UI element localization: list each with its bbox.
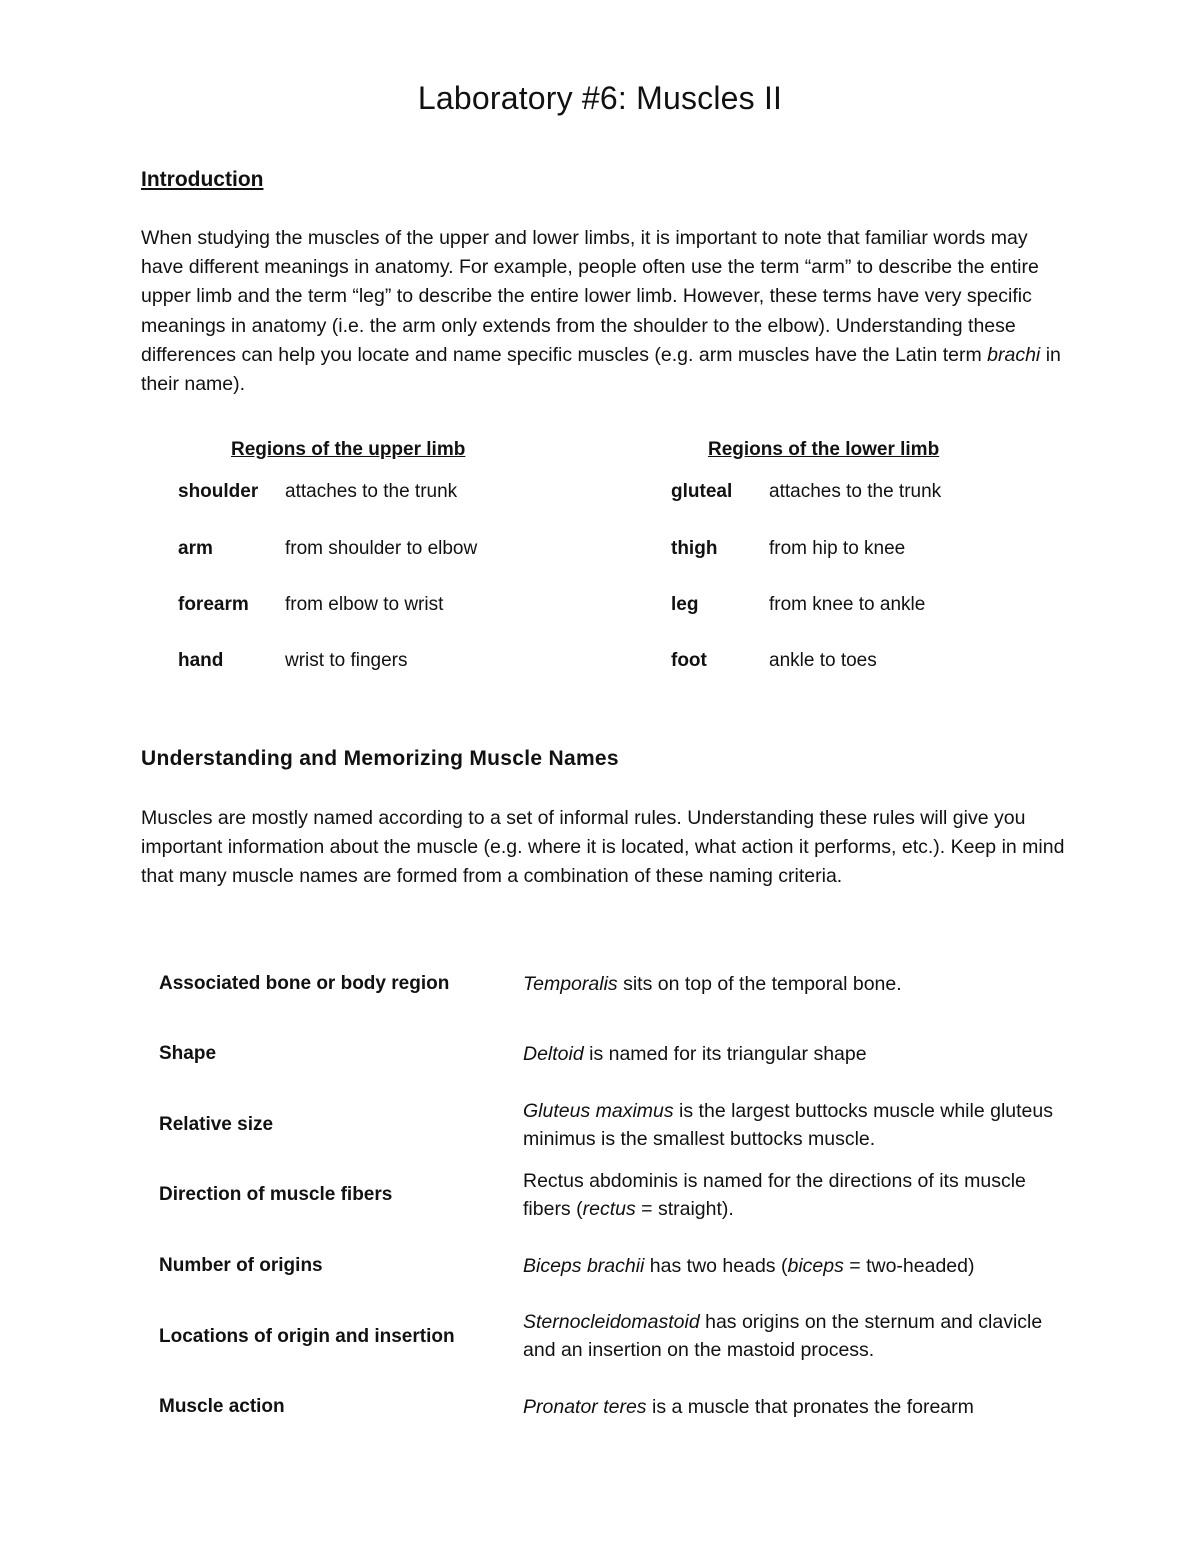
rule-example-italic: rectus bbox=[582, 1198, 636, 1220]
intro-text-1: When studying the muscles of the upper and lower limbs, it is important to note that familiar words may have different meanings in anatomy. For example, people often use the term “arm” to describe the entire upper limb and the term “leg” to describe the entire lower limb. However, these terms have very specific meanings in anatomy (i.e. the arm only extends from the shoulder to the elbow). Understanding these differences can help you locate and name specific muscles (e.g. arm muscles have the Latin term bbox=[141, 227, 1039, 366]
rule-example-text: Rectus abdominis is named for the directions of its muscle fibers ( bbox=[523, 1170, 1026, 1220]
upper-region-term: arm bbox=[178, 538, 213, 559]
introduction-paragraph bbox=[141, 224, 1071, 399]
muscle-names-heading: Understanding and Memorizing Muscle Names bbox=[141, 747, 619, 770]
lower-region-desc: ankle to toes bbox=[769, 650, 877, 671]
upper-region-desc: from shoulder to elbow bbox=[285, 538, 478, 559]
rule-criterion: Associated bone or body region bbox=[159, 973, 450, 994]
rule-example-italic: biceps bbox=[787, 1255, 844, 1277]
rule-example-text: has origins on the sternum and clavicle and an insertion on the mastoid process. bbox=[523, 1311, 1043, 1361]
rule-example-italic: Biceps brachii bbox=[523, 1255, 645, 1277]
rule-example-italic: Gluteus maximus bbox=[523, 1100, 674, 1122]
rule-criterion: Relative size bbox=[159, 1114, 274, 1135]
rule-example bbox=[523, 1167, 1053, 1223]
rule-example bbox=[523, 1393, 1053, 1421]
rule-criterion: Locations of origin and insertion bbox=[159, 1326, 455, 1347]
muscle-names-paragraph: Muscles are mostly named according to a set of informal rules. Understanding these rules will give you important information about the muscle (e.g. where it is located, what action it performs, etc.). Keep in mind that many muscle names are formed from a combination of these naming criteria. bbox=[141, 807, 1065, 888]
lower-region-desc: from knee to ankle bbox=[769, 594, 926, 615]
upper-region-term: shoulder bbox=[178, 481, 259, 502]
upper-limb-heading: Regions of the upper limb bbox=[231, 439, 466, 460]
rule-criterion: Direction of muscle fibers bbox=[159, 1184, 393, 1205]
rule-example-text: sits on top of the temporal bone. bbox=[617, 973, 902, 995]
rule-criterion: Number of origins bbox=[159, 1255, 323, 1276]
lower-region-desc: attaches to the trunk bbox=[769, 481, 942, 502]
lower-region-term: leg bbox=[671, 594, 699, 615]
rule-example-italic: Sternocleidomastoid bbox=[523, 1311, 700, 1333]
upper-region-term: hand bbox=[178, 650, 224, 671]
upper-region-desc: wrist to fingers bbox=[285, 650, 408, 671]
rule-example bbox=[523, 1040, 1053, 1068]
rule-example-text: is a muscle that pronates the forearm bbox=[646, 1396, 974, 1418]
lower-limb-heading: Regions of the lower limb bbox=[708, 439, 940, 460]
rule-example-text: = straight). bbox=[635, 1198, 734, 1220]
rule-criterion: Shape bbox=[159, 1043, 217, 1064]
page-title: Laboratory #6: Muscles II bbox=[417, 80, 783, 116]
lower-region-term: gluteal bbox=[671, 481, 733, 502]
rule-example-italic: Deltoid bbox=[523, 1043, 584, 1065]
rule-example bbox=[523, 970, 1053, 998]
intro-text-2: in their name). bbox=[141, 343, 1061, 396]
introduction-heading: Introduction bbox=[141, 168, 264, 191]
rule-example bbox=[523, 1308, 1053, 1364]
upper-region-desc: from elbow to wrist bbox=[285, 594, 444, 615]
rule-criterion: Muscle action bbox=[159, 1396, 285, 1417]
lower-region-desc: from hip to knee bbox=[769, 538, 906, 559]
rule-example-text: is named for its triangular shape bbox=[583, 1043, 867, 1065]
lower-region-term: foot bbox=[671, 650, 707, 671]
upper-region-term: forearm bbox=[178, 594, 249, 615]
rule-example-text: has two heads ( bbox=[644, 1255, 788, 1277]
upper-region-desc: attaches to the trunk bbox=[285, 481, 458, 502]
rule-example-italic: Pronator teres bbox=[523, 1396, 647, 1418]
rule-example-text: = two-headed) bbox=[843, 1255, 975, 1277]
rule-example-italic: Temporalis bbox=[523, 973, 618, 995]
rule-example bbox=[523, 1252, 1053, 1280]
rule-example-text: is the largest buttocks muscle while gluteus minimus is the smallest buttocks muscle. bbox=[523, 1100, 1053, 1150]
rule-example bbox=[523, 1097, 1053, 1153]
lower-region-term: thigh bbox=[671, 538, 718, 559]
intro-italic-term: brachi bbox=[987, 343, 1041, 366]
